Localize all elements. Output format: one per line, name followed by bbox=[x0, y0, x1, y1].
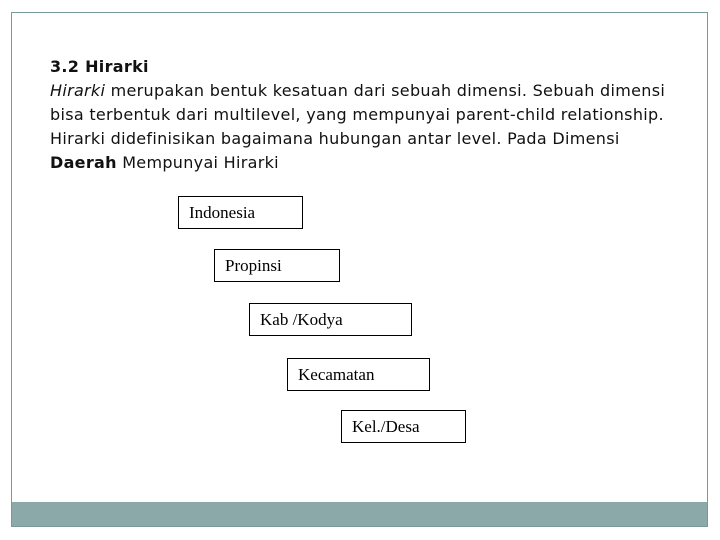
bold-daerah: Daerah bbox=[50, 153, 117, 172]
level-box-keldesa bbox=[341, 410, 466, 443]
level-box-kecamatan bbox=[287, 358, 430, 391]
level-label: Kel./Desa bbox=[352, 417, 420, 436]
term-hirarki: Hirarki bbox=[50, 81, 106, 100]
level-box-indonesia bbox=[178, 196, 303, 229]
level-label: Kecamatan bbox=[298, 365, 375, 384]
level-box-propinsi bbox=[214, 249, 340, 282]
footer-bar bbox=[12, 502, 707, 526]
level-box-kabkodya bbox=[249, 303, 412, 336]
slide-frame bbox=[11, 12, 708, 527]
section-text bbox=[50, 55, 680, 175]
section-heading: 3.2 Hirarki bbox=[50, 57, 149, 76]
body-text-1: merupakan bentuk kesatuan dari sebuah dimensi. Sebuah dimensi bisa terbentuk dari multilevel, yang mempunyai parent-child relationship. Hirarki didefinisikan bagaimana hubungan antar level. Pada Dimensi bbox=[50, 81, 666, 148]
level-label: Kab /Kodya bbox=[260, 310, 343, 329]
level-label: Propinsi bbox=[225, 256, 282, 275]
level-label: Indonesia bbox=[189, 203, 256, 222]
body-text-2: Mempunyai Hirarki bbox=[116, 153, 279, 172]
